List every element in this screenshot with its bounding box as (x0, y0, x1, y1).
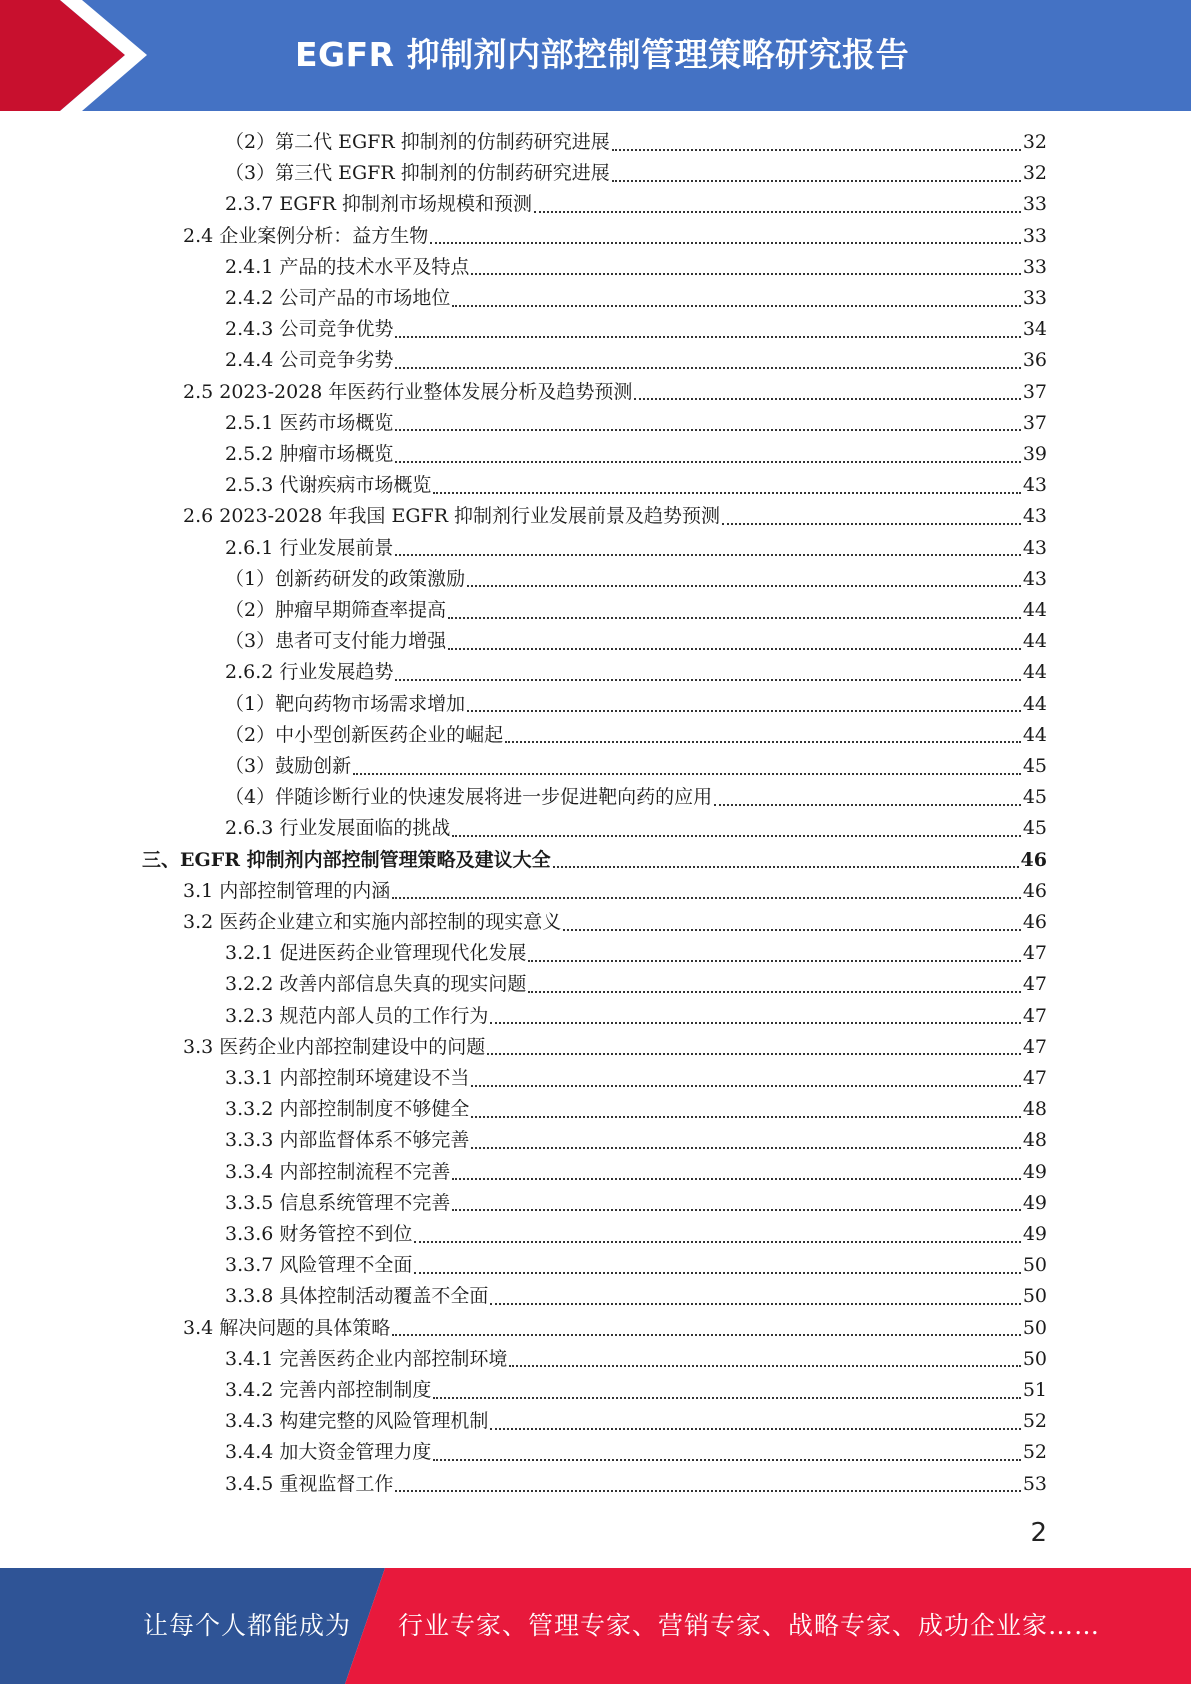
toc-entry-page: 37 (1022, 411, 1047, 434)
toc-entry-title: 2.4.1 产品的技术水平及特点 (225, 255, 470, 278)
toc-entry[interactable] (225, 314, 1047, 345)
toc-entry-page: 33 (1022, 224, 1047, 247)
toc-entry-page: 49 (1022, 1223, 1047, 1245)
toc-entry-page: 34 (1022, 318, 1047, 341)
toc-entry[interactable] (225, 689, 1047, 720)
toc-entry[interactable] (225, 1188, 1047, 1219)
toc-entry-page: 44 (1022, 692, 1047, 715)
toc-entry-page: 33 (1022, 193, 1047, 216)
toc-entry-title: 2.6.2 行业发展趋势 (225, 661, 394, 684)
toc-entry-page: 51 (1022, 1379, 1047, 1401)
toc-entry-title: （2）肿瘤早期筛查率提高 (225, 599, 447, 621)
page-number: 2 (1030, 1518, 1047, 1548)
toc-dot-leader (563, 929, 1021, 931)
toc-entry-title: （1）靶向药物市场需求增加 (225, 692, 466, 715)
toc-entry-page: 50 (1022, 1347, 1047, 1370)
toc-entry[interactable] (225, 1094, 1047, 1125)
toc-dot-leader (414, 1272, 1020, 1274)
toc-entry[interactable] (225, 1250, 1047, 1281)
toc-dot-leader (395, 367, 1020, 369)
toc-dot-leader (612, 180, 1021, 182)
toc-dot-leader (448, 648, 1021, 650)
toc-entry[interactable] (225, 1125, 1047, 1156)
toc-entry-page: 47 (1022, 1004, 1047, 1027)
toc-dot-leader (430, 242, 1021, 244)
toc-entry[interactable] (225, 408, 1047, 439)
toc-dot-leader (534, 211, 1021, 213)
toc-entry-title: （4）伴随诊断行业的快速发展将进一步促进靶向药的应用 (225, 786, 713, 809)
toc-entry-title: （2）第二代 EGFR 抑制剂的仿制药研究进展 (225, 131, 610, 153)
toc-entry-title: （3）鼓励创新 (225, 755, 352, 777)
toc-entry-page: 45 (1022, 817, 1047, 840)
toc-entry[interactable] (225, 439, 1047, 470)
toc-entry-page: 32 (1022, 131, 1047, 153)
toc-entry-page: 45 (1022, 755, 1047, 777)
toc-dot-leader (528, 991, 1020, 993)
toc-entry-page: 43 (1022, 567, 1047, 590)
toc-entry-page: 47 (1022, 1035, 1047, 1058)
toc-entry[interactable] (225, 564, 1047, 595)
toc-entry-title: 2.5 2023-2028 年医药行业整体发展分析及趋势预测 (183, 380, 633, 403)
toc-dot-leader (509, 1365, 1020, 1367)
toc-entry-title: 三、EGFR 抑制剂内部控制管理策略及建议大全 (142, 848, 551, 871)
toc-dot-leader (414, 1241, 1020, 1243)
toc-entry[interactable] (225, 1157, 1047, 1188)
toc-entry-title: 3.4.5 重视监督工作 (225, 1472, 394, 1495)
toc-entry[interactable] (225, 751, 1047, 782)
toc-entry-page: 33 (1022, 255, 1047, 278)
toc-entry-page: 32 (1022, 162, 1047, 185)
toc-entry-title: 3.4.4 加大资金管理力度 (225, 1441, 432, 1464)
toc-entry-title: 3.2 医药企业建立和实施内部控制的现实意义 (183, 911, 562, 933)
toc-dot-leader (395, 336, 1020, 338)
toc-entry-page: 47 (1022, 942, 1047, 965)
toc-entry[interactable] (225, 283, 1047, 314)
page-header (0, 0, 1191, 111)
toc-entry[interactable] (183, 377, 1047, 408)
toc-dot-leader (612, 149, 1021, 151)
toc-entry-title: 2.5.3 代谢疾病市场概览 (225, 474, 432, 497)
toc-entry[interactable] (183, 1313, 1047, 1344)
toc-entry-title: 3.4.1 完善医药企业内部控制环境 (225, 1347, 508, 1370)
toc-entry-page: 50 (1022, 1316, 1047, 1339)
report-title: EGFR 抑制剂内部控制管理策略研究报告 (295, 35, 910, 74)
toc-entry-page: 43 (1022, 505, 1047, 528)
toc-entry[interactable] (225, 1406, 1047, 1437)
toc-entry-title: 3.3.7 风险管理不全面 (225, 1254, 413, 1277)
toc-entry[interactable] (225, 1469, 1047, 1500)
toc-dot-leader (634, 398, 1020, 400)
toc-dot-leader (553, 866, 1019, 868)
toc-entry[interactable] (225, 189, 1047, 220)
toc-entry-page: 37 (1022, 380, 1047, 403)
toc-dot-leader (392, 897, 1021, 899)
toc-dot-leader (452, 1209, 1020, 1211)
toc-dot-leader (471, 273, 1020, 275)
toc-entry-page: 44 (1022, 630, 1047, 653)
toc-dot-leader (395, 679, 1020, 681)
toc-entry-page: 47 (1022, 973, 1047, 996)
toc-entry-title: 3.3.8 具体控制活动覆盖不全面 (225, 1285, 489, 1308)
toc-entry[interactable] (225, 969, 1047, 1000)
toc-dot-leader (433, 1459, 1020, 1461)
footer-slogan-left: 让每个人都能成为 (143, 1611, 352, 1640)
toc-entry[interactable] (225, 1063, 1047, 1094)
toc-entry-page: 39 (1022, 443, 1047, 465)
toc-dot-leader (395, 461, 1020, 463)
toc-entry-title: 3.2.1 促进医药企业管理现代化发展 (225, 942, 527, 965)
toc-dot-leader (471, 1085, 1020, 1087)
toc-entry-page: 36 (1022, 349, 1047, 372)
toc-entry[interactable] (183, 907, 1047, 938)
toc-entry-page: 44 (1022, 723, 1047, 746)
toc-entry-page: 44 (1022, 661, 1047, 684)
toc-dot-leader (714, 804, 1021, 806)
toc-entry[interactable] (225, 127, 1047, 158)
toc-entry-page: 48 (1022, 1129, 1047, 1152)
toc-entry-page: 49 (1022, 1160, 1047, 1183)
toc-dot-leader (448, 617, 1021, 619)
toc-dot-leader (471, 1147, 1020, 1149)
toc-entry[interactable] (225, 1219, 1047, 1250)
toc-dot-leader (490, 1428, 1020, 1430)
toc-entry-title: 3.4 解决问题的具体策略 (183, 1316, 391, 1339)
toc-entry-title: 3.3.2 内部控制制度不够健全 (225, 1098, 470, 1121)
toc-entry-title: 3.1 内部控制管理的内涵 (183, 879, 391, 902)
toc-entry[interactable] (225, 158, 1047, 189)
toc-entry-title: 2.4.2 公司产品的市场地位 (225, 287, 451, 309)
toc-dot-leader (505, 741, 1021, 743)
toc-entry-page: 45 (1022, 786, 1047, 809)
toc-entry-title: 3.2.3 规范内部人员的工作行为 (225, 1004, 489, 1027)
toc-dot-leader (395, 429, 1020, 431)
toc-dot-leader (433, 492, 1020, 494)
toc-entry[interactable] (225, 813, 1047, 844)
toc-entry[interactable] (225, 720, 1047, 751)
toc-entry-page: 46 (1020, 848, 1047, 871)
toc-dot-leader (467, 585, 1021, 587)
toc-entry[interactable] (225, 533, 1047, 564)
toc-entry[interactable] (225, 470, 1047, 501)
toc-dot-leader (433, 1397, 1020, 1399)
toc-entry[interactable] (142, 845, 1047, 876)
toc-entry-title: 2.5.2 肿瘤市场概览 (225, 443, 394, 465)
toc-entry-title: （3）患者可支付能力增强 (225, 630, 447, 653)
toc-entry[interactable] (225, 626, 1047, 657)
toc-dot-leader (392, 1334, 1021, 1336)
toc-entry-title: 3.3.1 内部控制环境建设不当 (225, 1067, 470, 1089)
toc-entry-title: 3.3.6 财务管控不到位 (225, 1223, 413, 1245)
toc-entry-title: （3）第三代 EGFR 抑制剂的仿制药研究进展 (225, 162, 610, 185)
toc-entry-page: 49 (1022, 1191, 1047, 1214)
toc-entry-title: （1）创新药研发的政策激励 (225, 567, 466, 590)
toc-dot-leader (452, 835, 1020, 837)
toc-entry-page: 47 (1022, 1067, 1047, 1089)
toc-entry[interactable] (225, 252, 1047, 283)
toc-entry[interactable] (225, 782, 1047, 813)
toc-entry-title: 2.6.3 行业发展面临的挑战 (225, 817, 451, 840)
toc-entry-title: 3.3 医药企业内部控制建设中的问题 (183, 1035, 486, 1058)
toc-entry-title: 3.4.3 构建完整的风险管理机制 (225, 1410, 489, 1433)
toc-dot-leader (353, 773, 1021, 775)
toc-dot-leader (452, 1178, 1020, 1180)
toc-dot-leader (395, 554, 1020, 556)
toc-entry[interactable] (183, 1032, 1047, 1063)
toc-entry-title: 2.4.4 公司竞争劣势 (225, 349, 394, 372)
toc-entry-page: 43 (1022, 536, 1047, 559)
toc-entry-page: 50 (1022, 1254, 1047, 1277)
toc-dot-leader (528, 960, 1020, 962)
toc-entry-title: 2.5.1 医药市场概览 (225, 411, 394, 434)
toc-entry-page: 52 (1022, 1410, 1047, 1433)
toc-entry-title: 3.3.5 信息系统管理不完善 (225, 1191, 451, 1214)
toc-entry-title: （2）中小型创新医药企业的崛起 (225, 723, 504, 746)
toc-entry-title: 2.3.7 EGFR 抑制剂市场规模和预测 (225, 193, 532, 216)
toc-entry[interactable] (225, 1281, 1047, 1312)
toc-dot-leader (490, 1022, 1020, 1024)
header-arrow-decoration (0, 0, 160, 111)
toc-entry[interactable] (225, 595, 1047, 626)
toc-entry[interactable] (225, 1344, 1047, 1375)
toc-entry-page: 48 (1022, 1098, 1047, 1121)
toc-entry[interactable] (225, 938, 1047, 969)
toc-entry-title: 3.3.3 内部监督体系不够完善 (225, 1129, 470, 1152)
toc-dot-leader (722, 523, 1021, 525)
toc-entry[interactable] (225, 1375, 1047, 1406)
toc-entry-title: 2.4.3 公司竞争优势 (225, 318, 394, 341)
toc-entry-page: 50 (1022, 1285, 1047, 1308)
toc-entry-page: 46 (1022, 911, 1047, 933)
toc-entry-title: 3.4.2 完善内部控制制度 (225, 1379, 432, 1401)
toc-entry[interactable] (183, 501, 1047, 532)
toc-entry[interactable] (183, 876, 1047, 907)
page-footer (0, 1568, 1191, 1684)
toc-entry-page: 44 (1022, 599, 1047, 621)
toc-entry-title: 2.6.1 行业发展前景 (225, 536, 394, 559)
toc-dot-leader (452, 305, 1020, 307)
toc-entry[interactable] (225, 1001, 1047, 1032)
toc-entry-page: 33 (1022, 287, 1047, 309)
toc-entry-page: 52 (1022, 1441, 1047, 1464)
toc-entry[interactable] (225, 345, 1047, 376)
toc-entry-title: 3.3.4 内部控制流程不完善 (225, 1160, 451, 1183)
toc-dot-leader (467, 710, 1021, 712)
footer-slogan-right: 行业专家、管理专家、营销专家、战略专家、成功企业家…… (398, 1611, 1101, 1640)
toc-dot-leader (490, 1303, 1020, 1305)
toc-entry[interactable] (183, 221, 1047, 252)
toc-entry[interactable] (225, 1437, 1047, 1468)
toc-dot-leader (471, 1116, 1020, 1118)
toc-entry-page: 43 (1022, 474, 1047, 497)
toc-entry[interactable] (225, 657, 1047, 688)
toc-entry-page: 53 (1022, 1472, 1047, 1495)
toc-dot-leader (487, 1053, 1021, 1055)
toc-entry-page: 46 (1022, 879, 1047, 902)
toc-entry-title: 2.4 企业案例分析：益方生物 (183, 224, 429, 247)
toc-entry-title: 2.6 2023-2028 年我国 EGFR 抑制剂行业发展前景及趋势预测 (183, 505, 721, 528)
toc-entry-title: 3.2.2 改善内部信息失真的现实问题 (225, 973, 527, 996)
toc-dot-leader (395, 1490, 1020, 1492)
